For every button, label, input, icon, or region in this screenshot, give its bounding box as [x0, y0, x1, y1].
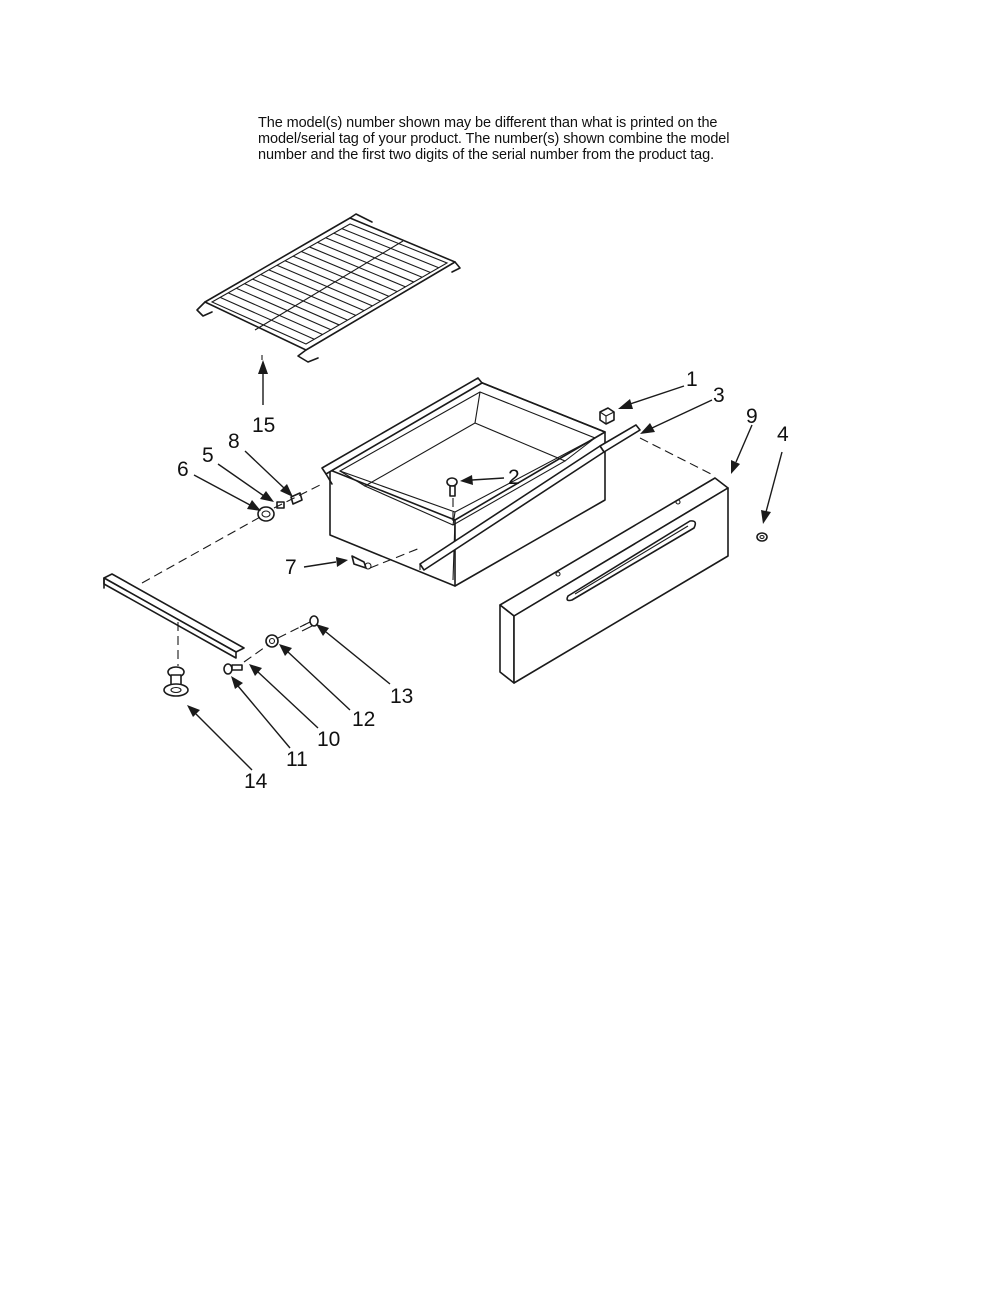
rack-wire [334, 233, 431, 272]
callout-12: 12 [352, 708, 376, 731]
side-screw [352, 556, 371, 569]
rack-wire [261, 274, 356, 315]
rack-wire [220, 297, 314, 339]
bolt [300, 616, 318, 631]
callout-1: 1 [686, 368, 698, 391]
leveling-rail [104, 574, 244, 658]
callout-13: 13 [390, 685, 414, 708]
note-line-2: model/serial tag of your product. The number(s) shown combine the model [258, 131, 730, 147]
callout-9: 9 [746, 405, 758, 428]
callout-11: 11 [286, 748, 308, 771]
rack-wire [244, 284, 339, 325]
rack-wire [269, 270, 364, 311]
rail-screw [224, 664, 242, 674]
rack-wire [301, 252, 397, 292]
oven-rack [197, 214, 460, 362]
callout-2: 2 [508, 466, 520, 489]
callout-8: 8 [228, 430, 240, 453]
rack-wire [253, 279, 348, 320]
drawer-pan [330, 382, 605, 586]
note-line-1: The model(s) number shown may be different than what is printed on the [258, 115, 718, 131]
rack-wire [293, 256, 389, 296]
note-line-3: number and the first two digits of the serial number from the product tag. [258, 147, 715, 163]
rack-wire [228, 293, 322, 335]
callout-15: 15 [252, 414, 276, 437]
rack-wire [318, 242, 414, 282]
leveling-leg [164, 667, 188, 696]
callout-10: 10 [317, 728, 341, 751]
clip-part [600, 408, 614, 424]
small-nut [757, 533, 767, 541]
callout-4: 4 [777, 423, 789, 446]
rack-wire [285, 261, 381, 301]
callout-7: 7 [285, 556, 297, 579]
callout-5: 5 [202, 444, 214, 467]
callout-6: 6 [177, 458, 189, 481]
rack-wire [277, 265, 372, 306]
callout-3: 3 [713, 384, 725, 407]
callout-14: 14 [244, 770, 268, 793]
rack-wire [326, 238, 422, 278]
rack-wire [309, 247, 405, 287]
